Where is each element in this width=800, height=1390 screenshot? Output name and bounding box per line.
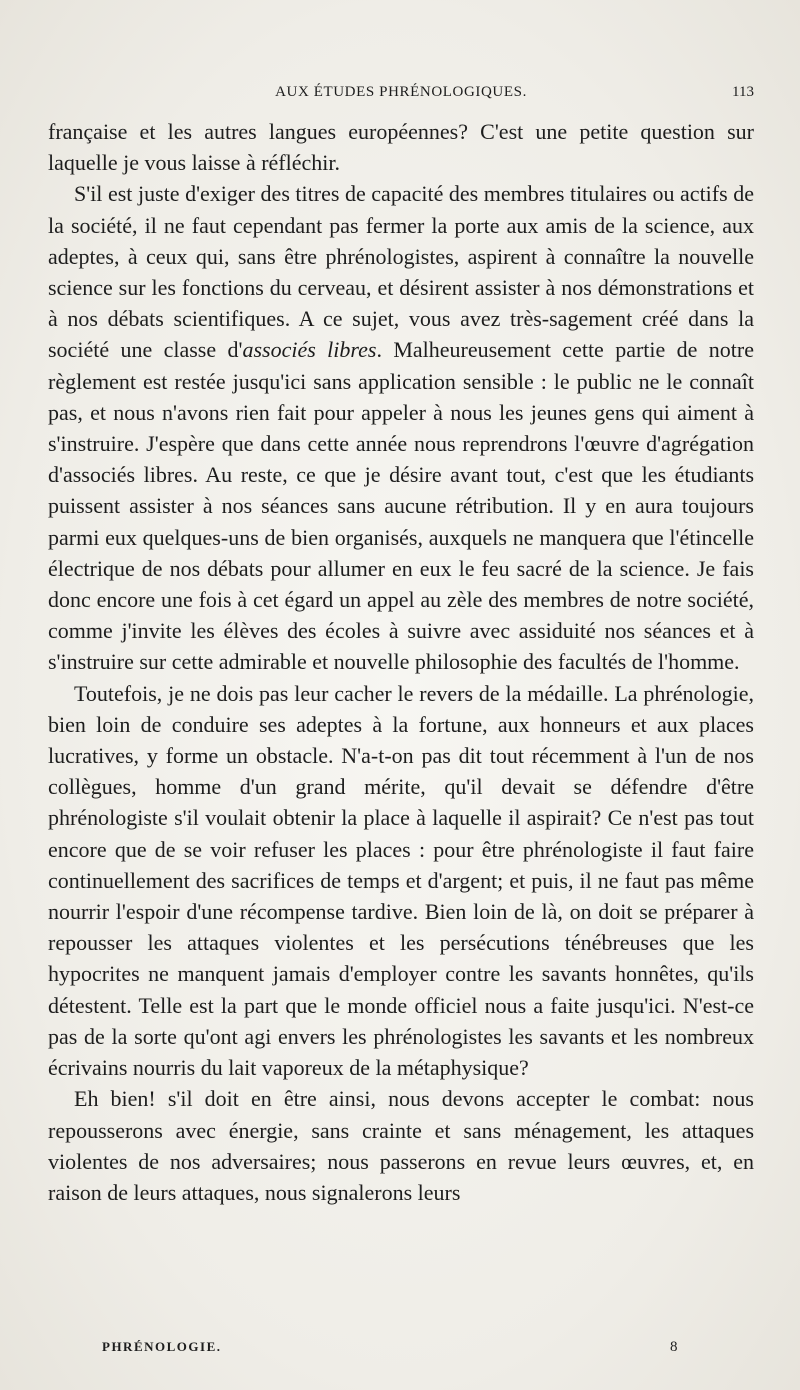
paragraph-associes-libres <box>48 178 754 677</box>
paragraph-continued: française et les autres langues européennes? C'est une petite question sur laquelle je vous laisse à réfléchir. <box>48 119 754 176</box>
page-number: 113 <box>732 84 754 100</box>
running-title: AUX ÉTUDES PHRÉNOLOGIQUES. <box>275 84 527 100</box>
page-footer <box>102 1339 702 1363</box>
page-header <box>48 84 754 110</box>
italic-term: associés libres <box>242 337 377 363</box>
paragraph-eh-bien: Eh bien! s'il doit en être ainsi, nous devons accepter le combat: nous repousserons avec énergie, sans crainte et sans ménagement, les attaques violentes de nos adversaires; nous passerons en revue leurs œuvres, et, en raison de leurs attaques, nous signalerons leurs <box>48 1086 754 1205</box>
paragraph-text-segment: . Malheureusement cette partie de notre règlement est restée jusqu'ici sans application sensible : le public ne le connaît pas, et nous n'avons rien fait pour appeler à nous les jeunes gens qui aiment à s'instruire. J'espère que dans cette année nous reprendrons l'œuvre d'agrégation d'associés libres. Au reste, ce que je désire avant tout, c'est que les étudiants puissent assister à nos séances sans aucune rétribution. Il y en aura toujours parmi eux quelques-uns de bien organisés, auxquels ne manquera que l'étincelle électrique de nos débats pour allumer en eux le feu sacré de la science. Je fais donc encore une fois à cet égard un appel au zèle des membres de notre société, comme j'invite les élèves des écoles à suivre avec assiduité nos séances et à s'instruire sur cette admirable et nouvelle philosophie des facultés de l'homme. <box>48 337 754 675</box>
signature-mark: PHRÉNOLOGIE. <box>102 1339 222 1354</box>
sheet-number: 8 <box>670 1339 678 1355</box>
paragraph-toutefois: Toutefois, je ne dois pas leur cacher le revers de la médaille. La phrénologie, bien loin de conduire ses adeptes à la fortune, aux honneurs et aux places lucratives, y forme un obstacle. N'a-t-on pas dit tout récemment à l'un de nos collègues, homme d'un grand mérite, qu'il devait se défendre d'être phrénologiste s'il voulait obtenir la place à laquelle il aspirait? Ce n'est pas tout encore que de se voir refuser les places : pour être phrénologiste il faut faire continuellement des sacrifices de temps et d'argent; et puis, il ne faut pas même nourrir l'espoir d'une récompense tardive. Bien loin de là, on doit se préparer à repousser les attaques violentes et les persécutions ténébreuses que les hypocrites ne manquent jamais d'employer contre les savants honnêtes, qu'ils détestent. Telle est la part que le monde officiel nous a faite jusqu'ici. N'est-ce pas de la sorte qu'ont agi envers les phrénologistes les savants et les nombreux écrivains nourris du lait vaporeux de la métaphysique? <box>48 680 754 1081</box>
paragraph-text-segment: S'il est juste d'exiger des titres de capacité des membres titulaires ou actifs de la société, il ne faut cependant pas fermer la porte aux amis de la science, aux adeptes, à ceux qui, sans être phrénologistes, aspirent à connaître la nouvelle science sur les fonctions du cerveau, et désirent assister à nos démonstrations et à nos débats scientifiques. A ce sujet, vous avez très-sagement créé dans la société une classe d' <box>48 181 754 363</box>
page-body <box>48 116 754 1208</box>
